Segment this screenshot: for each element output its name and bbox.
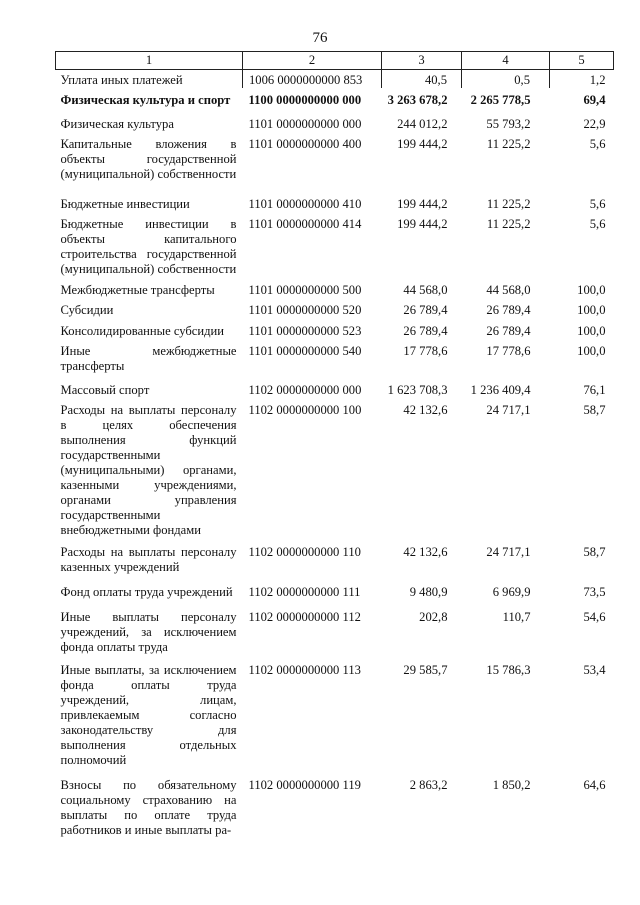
row-code: 1101 0000000000 523 [248,324,362,338]
row-code: 1101 0000000000 500 [248,283,362,297]
table-row [56,277,614,298]
row-name: Иные межбюджетные трансферты [60,344,237,373]
row-name: Физическая культура [60,117,174,131]
row-value-5: 69,4 [583,93,606,107]
column-header-1: 1 [56,52,243,70]
row-value-4: 0,5 [462,70,550,89]
row-value-4: 17 778,6 [486,344,531,358]
row-name: Расходы на выплаты персоналу в целях обеспечения выполнения функций государственными (муниципальными) органами, казенными учреждениями, органами управления государственными внебюджетными фондами [60,403,237,537]
table-row [56,398,614,538]
row-code: 1102 0000000000 110 [248,545,361,559]
row-value-5: 100,0 [577,324,606,338]
row-value-5: 22,9 [583,117,606,131]
row-name: Массовый спорт [60,383,150,397]
table-row [56,298,614,318]
row-value-5: 5,6 [589,197,606,211]
row-name: Бюджетные инвестиции в объекты капитального строительства государственной (муниципальной) собственности [60,217,237,276]
table-row [56,600,614,655]
row-code: 1101 0000000000 520 [248,303,362,317]
row-name: Физическая культура и спорт [60,93,231,107]
row-name: Субсидии [60,303,114,317]
row-name: Расходы на выплаты персоналу казенных учреждений [60,545,237,574]
row-value-4: 2 265 778,5 [470,93,531,107]
row-name: Капитальные вложения в объекты государственной (муниципальной) собственности [60,137,237,181]
table-row [56,374,614,398]
row-value-3: 202,8 [419,610,448,624]
row-code: 1102 0000000000 000 [248,383,362,397]
row-value-5: 5,6 [589,217,606,231]
table-row [56,132,614,182]
row-value-3: 29 585,7 [403,663,448,677]
row-code: 1101 0000000000 540 [248,344,362,358]
table-row [56,538,614,575]
row-value-5: 58,7 [583,545,606,559]
row-code: 1102 0000000000 119 [248,778,361,792]
table-row [56,70,614,89]
table-row [56,655,614,768]
row-value-4: 110,7 [502,610,531,624]
row-value-4: 11 225,2 [486,217,531,231]
row-code: 1101 0000000000 414 [248,217,362,231]
row-value-4: 26 789,4 [486,303,531,317]
row-value-4: 24 717,1 [486,545,531,559]
table-row [56,339,614,374]
table-body [56,70,614,839]
row-value-5: 73,5 [583,585,606,599]
row-name: Уплата иных платежей [56,70,243,89]
row-value-3: 17 778,6 [403,344,448,358]
row-value-3: 244 012,2 [397,117,448,131]
table-row [56,212,614,277]
row-code: 1101 0000000000 410 [248,197,362,211]
budget-table [55,51,614,838]
row-value-3: 199 444,2 [397,137,448,151]
row-name: Консолидированные субсидии [60,324,225,338]
column-header-3: 3 [382,52,462,70]
row-value-5: 1,2 [550,70,614,89]
row-value-5: 100,0 [577,283,606,297]
row-value-4: 15 786,3 [486,663,531,677]
row-value-3: 9 480,9 [409,585,448,599]
row-name: Фонд оплаты труда учреждений [60,585,233,599]
row-name: Иные выплаты персоналу учреждений, за исключением фонда оплаты труда [60,610,237,654]
row-value-4: 1 236 409,4 [470,383,531,397]
row-value-5: 5,6 [589,137,606,151]
row-value-3: 42 132,6 [403,545,448,559]
row-value-3: 199 444,2 [397,197,448,211]
column-header-2: 2 [243,52,382,70]
table-row [56,318,614,339]
row-name: Иные выплаты, за исключением фонда оплаты труда учреждений, лицам, привлекаемым согласно законодательству для выполнения отдельных полномочий [60,663,237,767]
row-code: 1006 0000000000 853 [243,70,382,89]
table-row [56,182,614,212]
row-value-4: 11 225,2 [486,137,531,151]
row-code: 1102 0000000000 112 [248,610,361,624]
row-value-5: 58,7 [583,403,606,417]
row-value-4: 26 789,4 [486,324,531,338]
row-code: 1101 0000000000 400 [248,137,362,151]
row-value-4: 1 850,2 [492,778,531,792]
row-code: 1102 0000000000 113 [248,663,361,677]
row-value-4: 24 717,1 [486,403,531,417]
table-header-row [56,52,614,70]
row-value-3: 42 132,6 [403,403,448,417]
row-name: Бюджетные инвестиции [60,197,190,211]
row-value-3: 26 789,4 [403,324,448,338]
row-value-4: 55 793,2 [486,117,531,131]
table-row [56,768,614,838]
table-row [56,575,614,600]
row-code: 1101 0000000000 000 [248,117,362,131]
row-value-3: 44 568,0 [403,283,448,297]
row-value-4: 6 969,9 [492,585,531,599]
row-value-3: 2 863,2 [409,778,448,792]
table-row [56,88,614,108]
row-value-5: 53,4 [583,663,606,677]
row-value-4: 44 568,0 [486,283,531,297]
row-value-5: 100,0 [577,344,606,358]
row-value-5: 100,0 [577,303,606,317]
row-value-3: 26 789,4 [403,303,448,317]
row-code: 1102 0000000000 111 [248,585,361,599]
row-code: 1102 0000000000 100 [248,403,362,417]
row-value-5: 64,6 [583,778,606,792]
row-value-3: 40,5 [382,70,462,89]
column-header-4: 4 [462,52,550,70]
page-number: 76 [312,30,328,46]
row-value-3: 199 444,2 [397,217,448,231]
table-row [56,108,614,132]
row-code: 1100 0000000000 000 [248,93,362,107]
column-header-5: 5 [550,52,614,70]
row-value-3: 3 263 678,2 [387,93,448,107]
row-name: Взносы по обязательному социальному страхованию на выплаты по оплате труда работников и иные выплаты ра- [60,778,237,837]
row-value-5: 54,6 [583,610,606,624]
row-value-4: 11 225,2 [486,197,531,211]
row-name: Межбюджетные трансферты [60,283,215,297]
row-value-3: 1 623 708,3 [387,383,448,397]
row-value-5: 76,1 [583,383,606,397]
